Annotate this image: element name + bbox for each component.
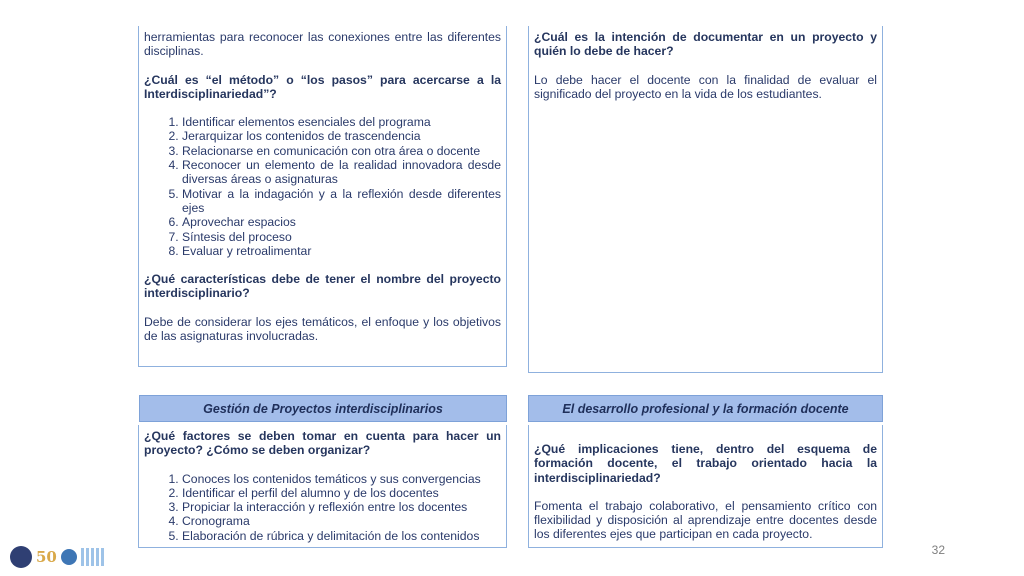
divider bbox=[138, 547, 507, 548]
professional-development-banner: El desarrollo profesional y la formación docente bbox=[528, 395, 883, 422]
list-item: 5. Elaboración de rúbrica y delimitación de los contenidos bbox=[182, 529, 501, 543]
list-item: 6. Aprovechar espacios bbox=[182, 215, 501, 229]
list-item: 3. Propiciar la interacción y reflexión entre los docentes bbox=[182, 500, 501, 514]
documentation-answer: Lo debe hacer el docente con la finalidad de evaluar el significado del proyecto en la vida de los estudiantes. bbox=[534, 72, 877, 101]
divider bbox=[528, 372, 883, 373]
bottom-right-panel bbox=[528, 425, 883, 547]
list-item: 8. Evaluar y retroalimentar bbox=[182, 244, 501, 258]
list-item: 2. Identificar el perfil del alumno y de los docentes bbox=[182, 486, 501, 500]
bottom-left-panel bbox=[138, 425, 507, 547]
top-left-panel bbox=[138, 26, 507, 366]
name-question: ¿Qué características debe de tener el nombre del proyecto interdisciplinario? bbox=[144, 272, 501, 301]
list-item: 7. Síntesis del proceso bbox=[182, 230, 501, 244]
factors-list bbox=[144, 472, 501, 543]
list-item: 4. Cronograma bbox=[182, 514, 501, 528]
list-item: 1. Conoces los contenidos temáticos y sus convergencias bbox=[182, 472, 501, 486]
factors-question: ¿Qué factores se deben tomar en cuenta para hacer un proyecto? ¿Cómo se deben organizar? bbox=[144, 429, 501, 458]
name-answer: Debe de considerar los ejes temáticos, el enfoque y los objetivos de las asignaturas involucradas. bbox=[144, 314, 501, 344]
page-number: 32 bbox=[931, 543, 945, 557]
university-crest-icon bbox=[10, 546, 32, 568]
documentation-question: ¿Cuál es la intención de documentar en un proyecto y quién lo debe de hacer? bbox=[534, 30, 877, 59]
list-item: 4. Reconocer un elemento de la realidad innovadora desde diversas áreas o asignaturas bbox=[182, 158, 501, 187]
divider bbox=[138, 366, 507, 367]
project-management-banner: Gestión de Proyectos interdisciplinarios bbox=[139, 395, 507, 422]
footer-logos bbox=[10, 546, 104, 568]
divider bbox=[528, 547, 883, 548]
implications-question: ¿Qué implicaciones tiene, dentro del esquema de formación docente, el trabajo orientado hacia la interdisciplinariedad? bbox=[534, 442, 877, 485]
list-item: 3. Relacionarse en comunicación con otra área o docente bbox=[182, 144, 501, 158]
top-right-panel bbox=[528, 26, 883, 372]
list-item: 1. Identificar elementos esenciales del programa bbox=[182, 115, 501, 129]
anniversary-50-logo: 50 bbox=[36, 548, 57, 566]
institution-logo-icon bbox=[61, 549, 77, 565]
list-item: 2. Jerarquizar los contenidos de trascendencia bbox=[182, 129, 501, 143]
method-question: ¿Cuál es “el método” o “los pasos” para acercarse a la Interdisciplinariedad”? bbox=[144, 72, 501, 101]
implications-answer: Fomenta el trabajo colaborativo, el pensamiento crítico con flexibilidad y disposición al aprendizaje entre docentes desde los diferentes ejes que participan en cada proyecto. bbox=[534, 498, 877, 542]
method-steps-list bbox=[144, 115, 501, 258]
stripes-logo-icon bbox=[81, 548, 104, 566]
list-item: 5. Motivar a la indagación y a la reflexión desde diferentes ejes bbox=[182, 187, 501, 216]
intro-text: herramientas para reconocer las conexiones entre las diferentes disciplinas. bbox=[144, 30, 501, 59]
